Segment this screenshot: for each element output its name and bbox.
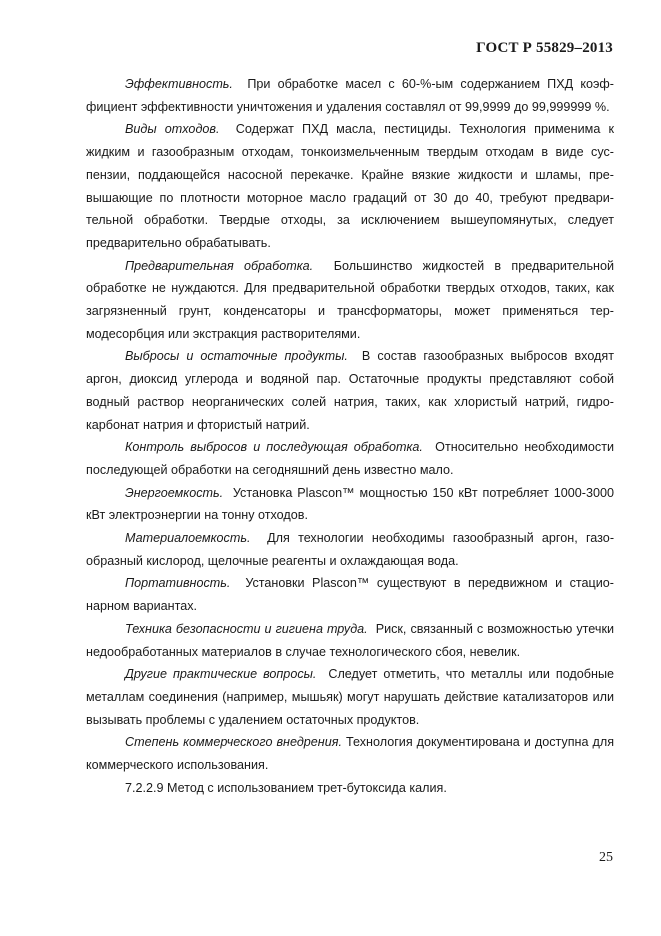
paragraph-portability: [86, 572, 614, 617]
paragraph-text: Технология документирована и доступна для коммерческого использования.: [86, 735, 615, 773]
paragraph-text: Большинство жидкостей в предварительной обработке не нуждаются. Для предварительной обработки твердых отходов, таких, как загрязненный грунт, конденсаторы и трансформаторы, может применяться термодесорбция или экстракция растворителями.: [86, 258, 614, 341]
paragraph-emission-control: [86, 436, 614, 481]
document-code-header: ГОСТ Р 55829–2013: [476, 40, 613, 56]
paragraph-text: Относительно необходимости последующей обработки на сегодняшний день известно мало.: [86, 440, 615, 477]
paragraph-effectiveness: [86, 73, 614, 118]
paragraph-safety: [86, 618, 614, 663]
paragraph-text: Следует отметить, что металлы или подобные металлам соединения (например, мышьяк) могут нарушать действие катализаторов или вызывать проблемы с удалением остаточных продуктов.: [86, 667, 615, 727]
page-number: 25: [599, 850, 613, 865]
paragraph-title: Другие практические вопросы.: [125, 667, 317, 682]
paragraph-material-intensity: [86, 527, 614, 572]
paragraph-title: Выбросы и остаточные продукты.: [125, 349, 348, 364]
paragraph-text: В состав газообразных выбросов входят аргон, диоксид углерода и водяной пар. Остаточные продукты представляют собой водный раствор неорганических солей натрия, таких, как хлористый натрий, гидрокарбонат натрия и фтористый натрий.: [86, 349, 614, 432]
paragraph-pretreatment: [86, 255, 614, 346]
paragraph-text: Содержат ПХД масла, пестициды. Технология применима к жидким и газообразным отходам, тонкоизмельченным твердым отходам в виде суспензии, поддающейся насосной перекачке. Крайне вязкие жидкости и шламы, превышающие по плотности моторное масло градаций от 30 до 40, требуют предварительной обработки. Твердые отходы, за исключением вышеупомянутых, следует предварительно обрабатывать.: [86, 122, 614, 250]
paragraph-title: Портативность.: [125, 576, 231, 591]
paragraph-text: При обработке масел с 60-%-ым содержанием ПХД коэффициент эффективности уничтожения и удаления составлял от 99,9999 до 99,999999 %.: [86, 77, 614, 114]
paragraph-emissions: [86, 345, 614, 436]
section-heading-7-2-2-9: [86, 777, 614, 800]
paragraph-title: Степень коммерческого внедрения.: [125, 735, 342, 750]
paragraph-other-issues: [86, 663, 614, 731]
paragraph-title: Материалоемкость.: [125, 531, 251, 546]
paragraph-waste-types: [86, 118, 614, 254]
paragraph-text: Для технологии необходимы газообразный аргон, газообразный кислород, щелочные реагенты и охлаждающая вода.: [86, 531, 615, 568]
paragraph-title: Предварительная обработка.: [125, 258, 314, 273]
document-body: [86, 73, 614, 800]
paragraph-title: Эффективность.: [125, 77, 233, 91]
paragraph-energy-intensity: [86, 482, 614, 527]
paragraph-title: Энергоемкость.: [125, 485, 224, 500]
paragraph-text: Установки Plascon™ существуют в передвижном и стационарном вариантах.: [86, 576, 614, 614]
paragraph-title: Виды отходов.: [125, 122, 220, 137]
paragraph-text: Риск, связанный с возможностью утечки недообработанных материалов в случае технологического сбоя, невелик.: [86, 621, 614, 659]
paragraph-text: Установка Plascon™ мощностью 150 кВт потребляет 1000-3000 кВт электроэнергии на тонну отходов.: [86, 485, 614, 523]
paragraph-commercial-status: [86, 731, 614, 776]
paragraph-title: Контроль выбросов и последующая обработка.: [125, 440, 423, 455]
paragraph-title: Техника безопасности и гигиена труда.: [125, 621, 368, 636]
section-heading-text: 7.2.2.9 Метод с использованием трет-бутоксида калия.: [125, 780, 447, 795]
